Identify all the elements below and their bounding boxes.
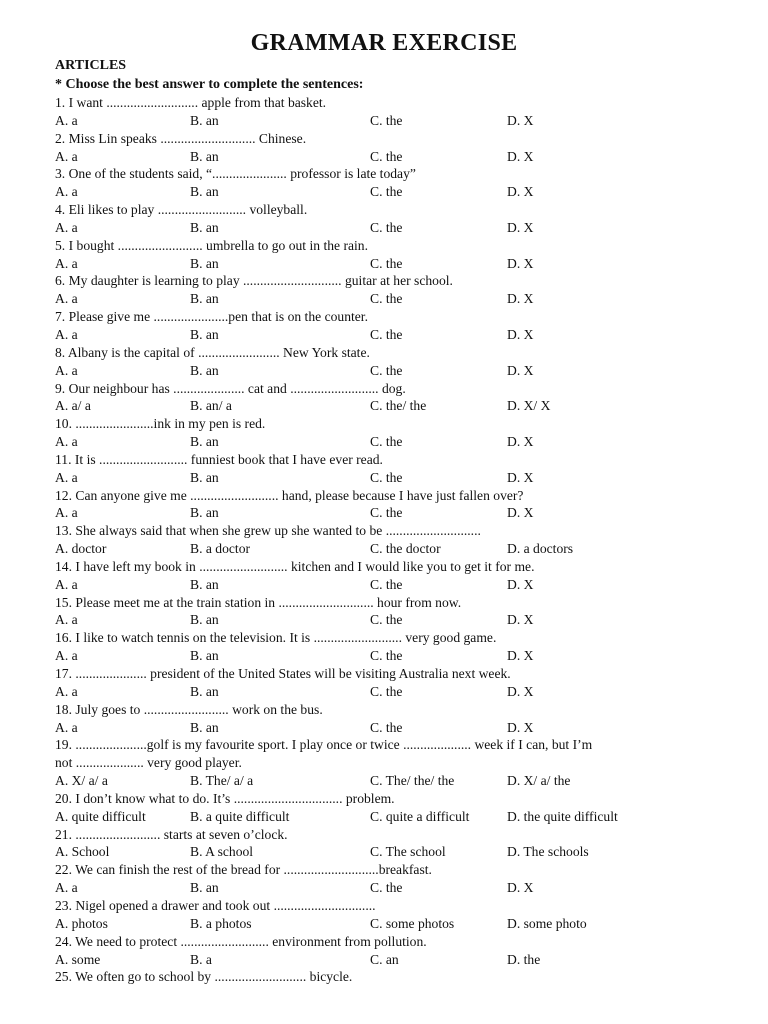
section-heading: ARTICLES bbox=[55, 58, 127, 73]
option-b: B. an bbox=[190, 683, 219, 699]
option-b: B. an bbox=[190, 880, 219, 896]
option-d: D. X bbox=[507, 148, 534, 164]
option-a: A. photos bbox=[55, 915, 108, 931]
option-d: D. X bbox=[507, 291, 534, 307]
answer-options-row bbox=[55, 290, 735, 308]
option-d: D. X/ a/ the bbox=[507, 773, 571, 789]
option-d: D. X/ X bbox=[507, 398, 551, 414]
answer-options-row bbox=[55, 397, 735, 415]
question-text: 24. We need to protect .......................... environment from pollution. bbox=[55, 933, 427, 949]
option-d: D. some photo bbox=[507, 915, 587, 931]
option-a: A. a bbox=[55, 112, 78, 128]
answer-options-row bbox=[55, 219, 735, 237]
option-c: C. The/ the/ the bbox=[370, 773, 455, 789]
question-text: 19. .....................golf is my favourite sport. I play once or twice .................... week if I can, but I’m bbox=[55, 737, 593, 753]
answer-options-row bbox=[55, 362, 735, 380]
question-text: 4. Eli likes to play .......................... volleyball. bbox=[55, 202, 308, 218]
answer-options-row bbox=[55, 683, 735, 701]
answer-options-row bbox=[55, 255, 735, 273]
option-a: A. a bbox=[55, 362, 78, 378]
answer-options-row bbox=[55, 915, 735, 933]
question-text: 2. Miss Lin speaks ............................ Chinese. bbox=[55, 130, 307, 146]
option-c: C. the bbox=[370, 112, 403, 128]
answer-options-row bbox=[55, 326, 735, 344]
answer-options-row bbox=[55, 843, 735, 861]
answer-options-row bbox=[55, 719, 735, 737]
question-text: 1. I want ........................... apple from that basket. bbox=[55, 95, 327, 110]
option-b: B. a quite difficult bbox=[190, 808, 290, 824]
option-b: B. an bbox=[190, 291, 219, 307]
question-text-continued: not .................... very good player. bbox=[55, 755, 242, 771]
question-text: 10. .......................ink in my pen is red. bbox=[55, 416, 266, 432]
option-a: A. some bbox=[55, 951, 101, 967]
option-b: B. an/ a bbox=[190, 398, 232, 414]
option-c: C. the bbox=[370, 683, 403, 699]
answer-options-row bbox=[55, 576, 735, 594]
option-c: C. the bbox=[370, 880, 403, 896]
option-d: D. the quite difficult bbox=[507, 808, 618, 824]
answer-options-row bbox=[55, 433, 735, 451]
answer-options-row bbox=[55, 504, 735, 522]
option-a: A. a bbox=[55, 219, 78, 235]
question-text: 5. I bought ......................... umbrella to go out in the rain. bbox=[55, 237, 368, 253]
option-d: D. the bbox=[507, 951, 541, 967]
question-text: 21. ......................... starts at seven o’clock. bbox=[55, 826, 288, 842]
option-c: C. some photos bbox=[370, 915, 455, 931]
option-a: A. a bbox=[55, 505, 78, 521]
question-list bbox=[55, 94, 735, 986]
question-text: 11. It is .......................... funniest book that I have ever read. bbox=[55, 451, 383, 467]
option-b: B. an bbox=[190, 219, 219, 235]
option-a: A. a bbox=[55, 719, 78, 735]
option-d: D. X bbox=[507, 326, 534, 342]
option-b: B. an bbox=[190, 184, 219, 200]
answer-options-row bbox=[55, 148, 735, 166]
question-text: 22. We can finish the rest of the bread for ............................breakfast. bbox=[55, 862, 432, 878]
option-c: C. quite a difficult bbox=[370, 808, 470, 824]
option-a: A. a/ a bbox=[55, 398, 91, 414]
option-c: C. The school bbox=[370, 844, 446, 860]
option-a: A. a bbox=[55, 184, 78, 200]
option-c: C. the bbox=[370, 648, 403, 664]
option-b: B. The/ a/ a bbox=[190, 773, 254, 789]
option-a: A. a bbox=[55, 469, 78, 485]
option-c: C. the bbox=[370, 326, 403, 342]
option-c: C. the/ the bbox=[370, 398, 427, 414]
answer-options-row bbox=[55, 879, 735, 897]
option-a: A. quite difficult bbox=[55, 808, 146, 824]
option-d: D. X bbox=[507, 612, 534, 628]
option-d: D. X bbox=[507, 362, 534, 378]
option-a: A. a bbox=[55, 576, 78, 592]
question-text: 23. Nigel opened a drawer and took out .............................. bbox=[55, 897, 376, 913]
option-b: B. an bbox=[190, 434, 219, 450]
answer-options-row bbox=[55, 647, 735, 665]
question-text: 3. One of the students said, “...................... professor is late today” bbox=[55, 166, 416, 182]
option-b: B. A school bbox=[190, 844, 254, 860]
option-c: C. the bbox=[370, 184, 403, 200]
option-a: A. a bbox=[55, 648, 78, 664]
instructions: * Choose the best answer to complete the sentences: bbox=[55, 77, 364, 92]
option-c: C. the bbox=[370, 505, 403, 521]
answer-options-row bbox=[55, 772, 735, 790]
question-text: 15. Please meet me at the train station in ............................ hour from now. bbox=[55, 594, 462, 610]
option-c: C. the bbox=[370, 576, 403, 592]
option-c: C. the bbox=[370, 434, 403, 450]
option-b: B. an bbox=[190, 612, 219, 628]
question-text: 17. ..................... president of the United States will be visiting Australia next week. bbox=[55, 666, 511, 681]
option-c: C. the bbox=[370, 255, 403, 271]
option-d: D. X bbox=[507, 719, 534, 735]
option-c: C. the doctor bbox=[370, 541, 441, 557]
question-text: 14. I have left my book in .......................... kitchen and I would like you to get it for me. bbox=[55, 558, 535, 574]
answer-options-row bbox=[55, 112, 735, 130]
option-d: D. a doctors bbox=[507, 541, 574, 557]
question-text: 12. Can anyone give me .......................... hand, please because I have just fallen over? bbox=[55, 487, 524, 503]
option-a: A. a bbox=[55, 612, 78, 628]
option-d: D. X bbox=[507, 505, 534, 521]
option-a: A. School bbox=[55, 844, 110, 860]
option-a: A. a bbox=[55, 326, 78, 342]
question-text: 6. My daughter is learning to play ............................. guitar at her school. bbox=[55, 273, 453, 289]
option-b: B. a bbox=[190, 951, 212, 967]
option-c: C. the bbox=[370, 291, 403, 307]
option-a: A. a bbox=[55, 291, 78, 307]
option-d: D. X bbox=[507, 648, 534, 664]
option-d: D. X bbox=[507, 683, 534, 699]
option-d: D. X bbox=[507, 184, 534, 200]
option-d: D. X bbox=[507, 434, 534, 450]
answer-options-row bbox=[55, 951, 735, 969]
option-b: B. an bbox=[190, 576, 219, 592]
option-b: B. an bbox=[190, 112, 219, 128]
option-b: B. an bbox=[190, 648, 219, 664]
option-c: C. the bbox=[370, 362, 403, 378]
option-b: B. an bbox=[190, 719, 219, 735]
option-d: D. The schools bbox=[507, 844, 589, 860]
option-c: C. the bbox=[370, 719, 403, 735]
option-a: A. X/ a/ a bbox=[55, 773, 108, 789]
option-a: A. doctor bbox=[55, 541, 107, 557]
option-a: A. a bbox=[55, 148, 78, 164]
option-b: B. an bbox=[190, 148, 219, 164]
option-a: A. a bbox=[55, 434, 78, 450]
question-text: 20. I don’t know what to do. It’s ................................ problem. bbox=[55, 790, 395, 806]
option-d: D. X bbox=[507, 469, 534, 485]
option-d: D. X bbox=[507, 880, 534, 896]
option-a: A. a bbox=[55, 683, 78, 699]
option-d: D. X bbox=[507, 576, 534, 592]
question-text: 16. I like to watch tennis on the television. It is .......................... very good game. bbox=[55, 630, 497, 646]
option-b: B. an bbox=[190, 505, 219, 521]
answer-options-row bbox=[55, 183, 735, 201]
option-b: B. an bbox=[190, 362, 219, 378]
question-text: 7. Please give me ......................pen that is on the counter. bbox=[55, 309, 368, 325]
option-c: C. the bbox=[370, 469, 403, 485]
option-b: B. a doctor bbox=[190, 541, 251, 557]
option-d: D. X bbox=[507, 112, 534, 128]
question-text: 18. July goes to ......................... work on the bus. bbox=[55, 701, 323, 717]
answer-options-row bbox=[55, 469, 735, 487]
option-b: B. an bbox=[190, 255, 219, 271]
question-text: 13. She always said that when she grew up she wanted to be ............................ bbox=[55, 523, 481, 539]
option-a: A. a bbox=[55, 880, 78, 896]
question-text: 9. Our neighbour has ..................... cat and .......................... dog. bbox=[55, 380, 406, 396]
answer-options-row bbox=[55, 540, 735, 558]
question-text: 25. We often go to school by ........................... bicycle. bbox=[55, 969, 353, 985]
option-c: C. the bbox=[370, 148, 403, 164]
page-title: GRAMMAR EXERCISE bbox=[250, 30, 518, 56]
answer-options-row bbox=[55, 808, 735, 826]
option-d: D. X bbox=[507, 255, 534, 271]
option-c: C. the bbox=[370, 612, 403, 628]
option-c: C. an bbox=[370, 951, 399, 967]
option-d: D. X bbox=[507, 219, 534, 235]
option-a: A. a bbox=[55, 255, 78, 271]
option-b: B. an bbox=[190, 469, 219, 485]
option-b: B. an bbox=[190, 326, 219, 342]
option-c: C. the bbox=[370, 219, 403, 235]
question-text: 8. Albany is the capital of ........................ New York state. bbox=[55, 344, 370, 360]
option-b: B. a photos bbox=[190, 915, 252, 931]
answer-options-row bbox=[55, 611, 735, 629]
